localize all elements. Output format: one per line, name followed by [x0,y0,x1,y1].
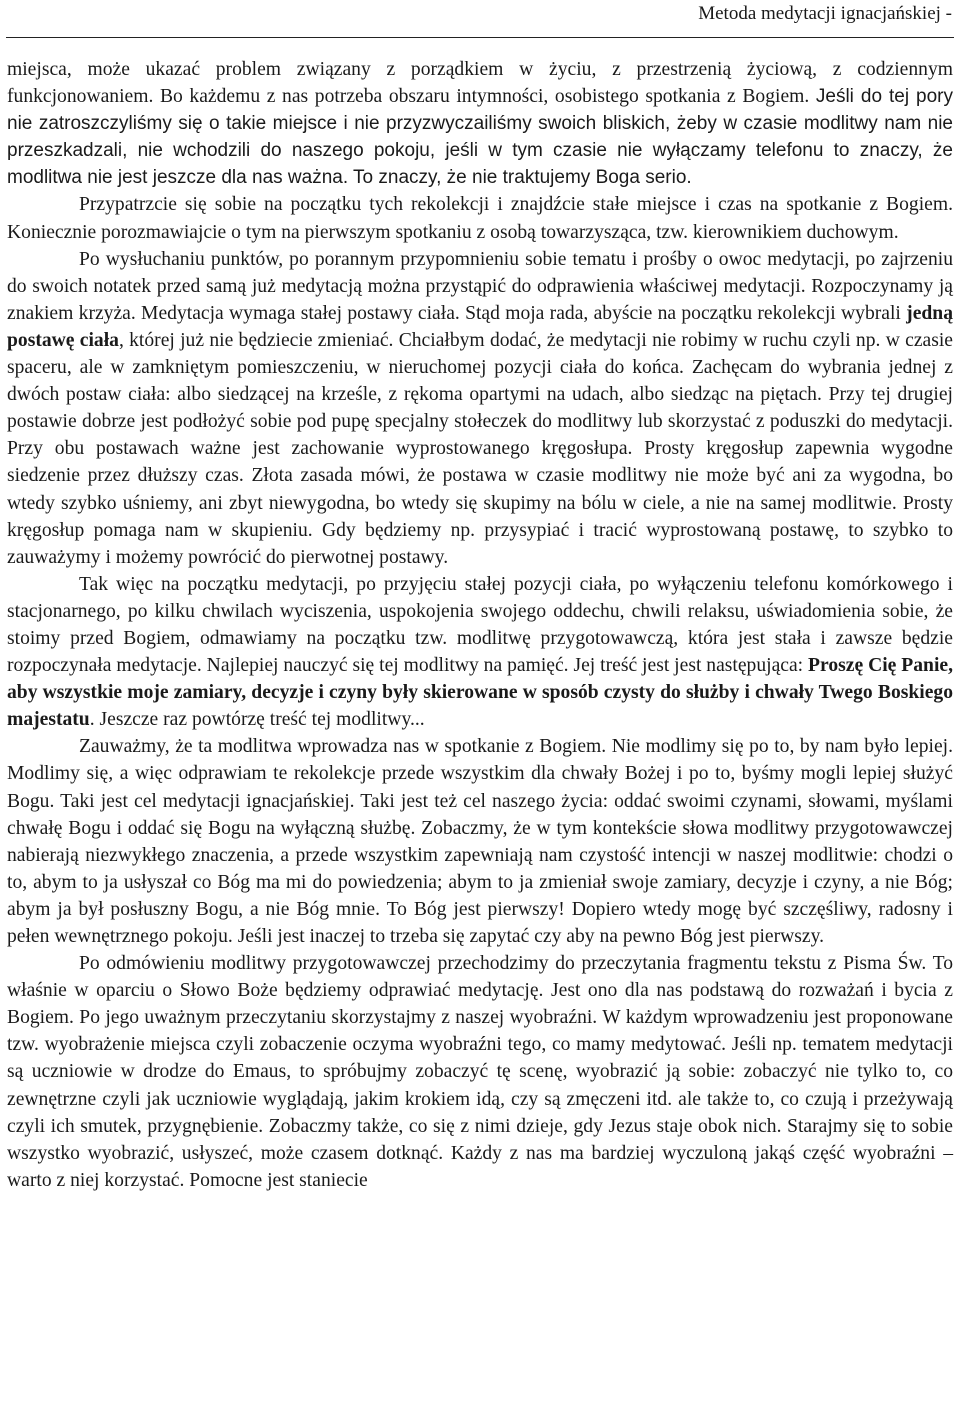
paragraph-find-place: Przypatrzcie się sobie na początku tych rekolekcji i znajdźcie stałe miejsce i czas na spotkanie z Bogiem. Koniecznie porozmawiajcie o tym na pierwszym spotkaniu z osobą towarzysząca, tzw. kierownikiem duchowym. [7,194,953,243]
header-rule [6,37,954,38]
paragraph-place-of-prayer [7,56,953,191]
paragraph-body-posture [7,246,953,571]
paragraph-text: , której już nie będziecie zmieniać. Chciałbym dodać, że medytacji nie robimy w ruchu czyli np. w czasie spaceru, ale w zamkniętym pomieszczeniu, w nieruchomej pozycji ciała do końca. Zachęcam do wybrania jednej z dwóch postaw ciała: albo siedzącej na krześle, z rękoma opartymi na udach, albo siedząc na piętach. Przy tej drugiej postawie dobrze jest podłożyć sobie pod pupę specjalny stołeczek do modlitwy lub skorzystać z poduszki do medytacji. Przy obu postawach ważne jest zachowanie wyprostowanego kręgosłupa. Prosty kręgosłup zapewnia wygodne siedzenie przez dłuższy czas. Złota zasada mówi, że postawa w czasie modlitwy nie może być ani za wygodna, bo wtedy szybko uśniemy, ani zbyt niewygodna, bo wtedy się skupimy na bólu w ciele, a nie na samej modlitwie. Prosty kręgosłup pomaga nam w skupieniu. Gdy będziemy np. przysypiać i tracić wyprostowaną postawę, to szybko to zauważymy i możemy powrócić do pierwotnej postawy. [7,329,953,568]
paragraph-text: miejsca, może ukazać problem związany z porządkiem w życiu, z przestrzenią życiową, z codziennym funkcjonowaniem. Bo każdemu z nas potrzeba obszaru intymności, osobistego spotkania z Bogiem. [7,59,953,108]
paragraph-text: Po wysłuchaniu punktów, po porannym przypomnieniu sobie tematu i prośby o owoc medytacji, po zajrzeniu do swoich notatek przed samą już medytacją można przystąpić do odprawienia właściwej medytacji. Rozpoczynamy ją znakiem krzyża. Medytacja wymaga stałej postawy ciała. Stąd moja rada, abyście na początku rekolekcji wybrali [7,248,953,324]
paragraph-text: Tak więc na początku medytacji, po przyjęciu stałej pozycji ciała, po wyłączeniu telefonu komórkowego i stacjonarnego, po kilku chwilach wyciszenia, uspokojenia swojego oddechu, chwili relaksu, uświadomienia sobie, że stoimy przed Bogiem, odmawiamy na początku tzw. modlitwę przygotowawczą, która jest stała i zawsze będzie rozpoczynała medytacje. Najlepiej nauczyć się tej modlitwy na pamięć. Jej treść jest jest następująca: [7,573,953,677]
paragraph-text: . Jeszcze raz powtórzę treść tej modlitwy... [89,709,425,731]
paragraph-preparatory-prayer [7,571,953,734]
running-header: Metoda medytacji ignacjańskiej - [698,3,952,24]
prayer-text: Proszę Cię Panie, aby wszystkie moje zamiary, decyzje i czyny były skierowane w sposób czysty do służby i chwały Twego Boskiego majestatu [7,655,953,731]
paragraph-text-sans: Jeśli do tej pory nie zatroszczyliśmy się o takie miejsce i nie przyzwyczailiśmy swoich bliskich, żeby w czasie modlitwy nam nie przeszkadzali, nie wchodzili do naszego pokoju, jeśli w tym czasie nie wyłączamy telefonu to znaczy, że modlitwa nie jest jeszcze dla nas ważna. To znaczy, że nie traktujemy Boga serio. [7,86,954,189]
bold-phrase: jedną postawę ciała [7,302,953,351]
paragraph-meeting-god: Zauważmy, że ta modlitwa wprowadza nas w spotkanie z Bogiem. Nie modlimy się po to, by nam było lepiej. Modlimy się, a więc odprawiam te rekolekcje przede wszystkim dla chwały Bożej i po to, byśmy mogli lepiej służyć Bogu. Taki jest cel medytacji ignacjańskiej. Taki jest też cel naszego życia: oddać swoimi czynami, słowami, myślami chwałę Bogu i oddać się Bogu na wyłączną służbę. Zobaczmy, że w tym kontekście słowa modlitwy przygotowawczej nabierają niezwykłego znaczenia, a przede wszystkim zapewniają nam czystość intencji w naszej modlitwie: chodzi o to, abym to ja usłyszał co Bóg ma mi do powiedzenia; abym to ja zmieniał swoje zamiary, decyzje i czyny, a nie Bóg; abym ja był posłuszny Bogu, a nie Bóg mnie. To Bóg jest pierwszy! Dopiero wtedy mogę być szczęśliwy, radosny i pełen wewnętrznego pokoju. Jeśli jest inaczej to trzeba się zapytać czy aby na pewno Bóg jest pierwszy. [7,736,953,947]
paragraph-scripture-imagination: Po odmówieniu modlitwy przygotowawczej przechodzimy do przeczytania fragmentu tekstu z Pisma Św. To właśnie w oparciu o Słowo Boże będziemy odprawiać medytację. Jest ono dla nas podstawą do rozważań i bycia z Bogiem. Po jego uważnym przeczytaniu skorzystajmy z naszej wyobraźni. W każdym wprowadzeniu jest proponowane tzw. wyobrażenie miejsca czyli zobaczenie oczyma wyobraźni tego, co mamy medytować. Jeśli np. tematem medytacji są uczniowie w drodze do Emaus, to spróbujmy zobaczyć tę scenę, wyobrazić ją sobie: zobaczyć nie tylko to, co zewnętrzne czyli jak uczniowie wyglądają, jakim krokiem idą, czy są zmęczeni itd. ale także to, co czują i przeżywają czyli ich smutek, przygnębienie. Zobaczmy także, co się z nimi dzieje, gdy Jezus staje obok nich. Starajmy się to sobie wszystko wyobrazić, usłyszeć, może czasem dotknąć. Każdy z nas ma bardziej wyczuloną jakąś część wyobraźni – warto z niej korzystać. Pomocne jest staniecie [7,953,953,1191]
body-text [7,56,953,1194]
